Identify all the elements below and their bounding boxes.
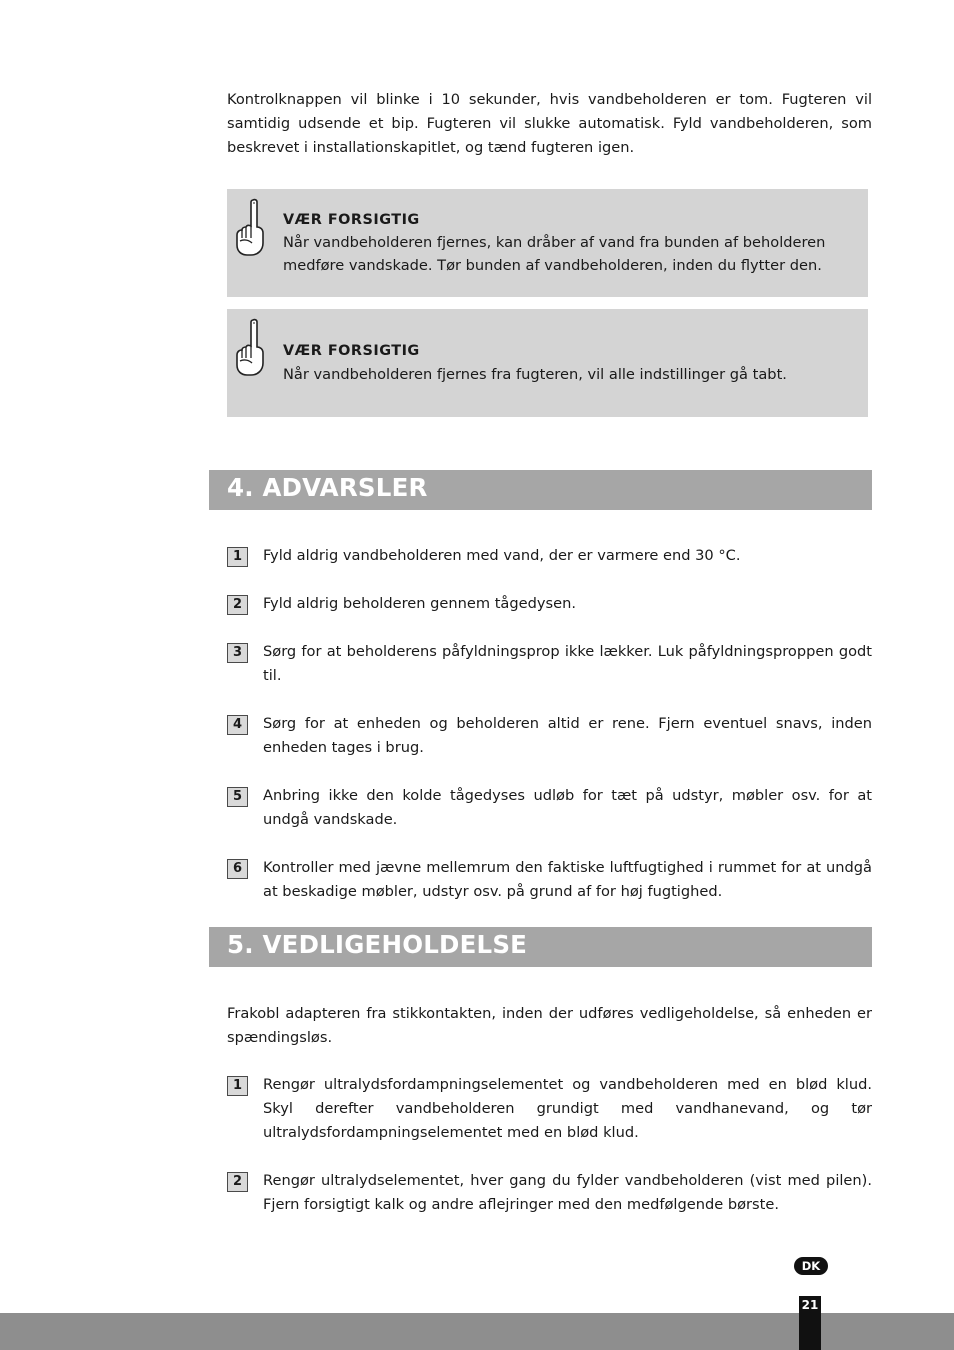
caution-text: Når vandbeholderen fjernes, kan dråber af vand fra bunden af beholderen medføre vandskade. Tør bunden af vandbeholderen, inden du flytter den. [283,234,826,274]
item-number: 3 [227,643,248,663]
caution-title: VÆR FORSIGTIG [283,212,420,228]
item-text: Rengør ultralydsfordampningselementet og vandbeholderen med en blød klud. Skyl derefter vandbeholderen grundigt med vandhanevand, og tør ultralydsfordampningselementet med en blød klud. [263,1076,872,1141]
pointing-hand-icon [234,197,266,259]
caution-box [227,189,868,297]
section-title: 5. VEDLIGEHOLDELSE [227,930,528,959]
item-text: Sørg for at beholderens påfyldningsprop ikke lækker. Luk påfyldningsproppen godt til. [263,643,872,684]
maintenance-intro: Frakobl adapteren fra stikkontakten, inden der udføres vedligeholdelse, så enheden er spændingsløs. [227,1005,872,1046]
item-number: 6 [227,859,248,879]
intro-paragraph: Kontrolknappen vil blinke i 10 sekunder, hvis vandbeholderen er tom. Fugteren vil samtidig udsende et bip. Fugteren vil slukke automatisk. Fyld vandbeholderen, som beskrevet i installationskapitlet, og tænd fugteren igen. [227,91,872,156]
item-text: Sørg for at enheden og beholderen altid er rene. Fjern eventuel snavs, inden enheden tages i brug. [263,715,872,756]
item-text: Fyld aldrig beholderen gennem tågedysen. [263,595,576,612]
caution-box [227,309,868,417]
section-heading-bar [209,470,872,510]
item-text: Fyld aldrig vandbeholderen med vand, der er varmere end 30 °C. [263,547,741,564]
item-number: 2 [227,595,248,615]
item-number: 4 [227,715,248,735]
item-text: Kontroller med jævne mellemrum den faktiske luftfugtighed i rummet for at undgå at beskadige møbler, udstyr osv. på grund af for høj fugtighed. [263,859,872,900]
item-number: 1 [227,547,248,567]
item-number: 5 [227,787,248,807]
section-title: 4. ADVARSLER [227,473,428,502]
item-text: Anbring ikke den kolde tågedyses udløb for tæt på udstyr, møbler osv. for at undgå vandskade. [263,787,872,828]
caution-title: VÆR FORSIGTIG [283,343,420,359]
language-badge: DK [794,1257,828,1275]
pointing-hand-icon [234,317,266,379]
page-number: 21 [801,1298,819,1312]
item-number: 2 [227,1172,248,1192]
caution-text: Når vandbeholderen fjernes fra fugteren, vil alle indstillinger gå tabt. [283,366,787,383]
item-number: 1 [227,1076,248,1096]
section-heading-bar [209,927,872,967]
item-text: Rengør ultralydselementet, hver gang du fylder vandbeholderen (vist med pilen). Fjern forsigtigt kalk og andre aflejringer med den medfølgende børste. [263,1172,872,1213]
